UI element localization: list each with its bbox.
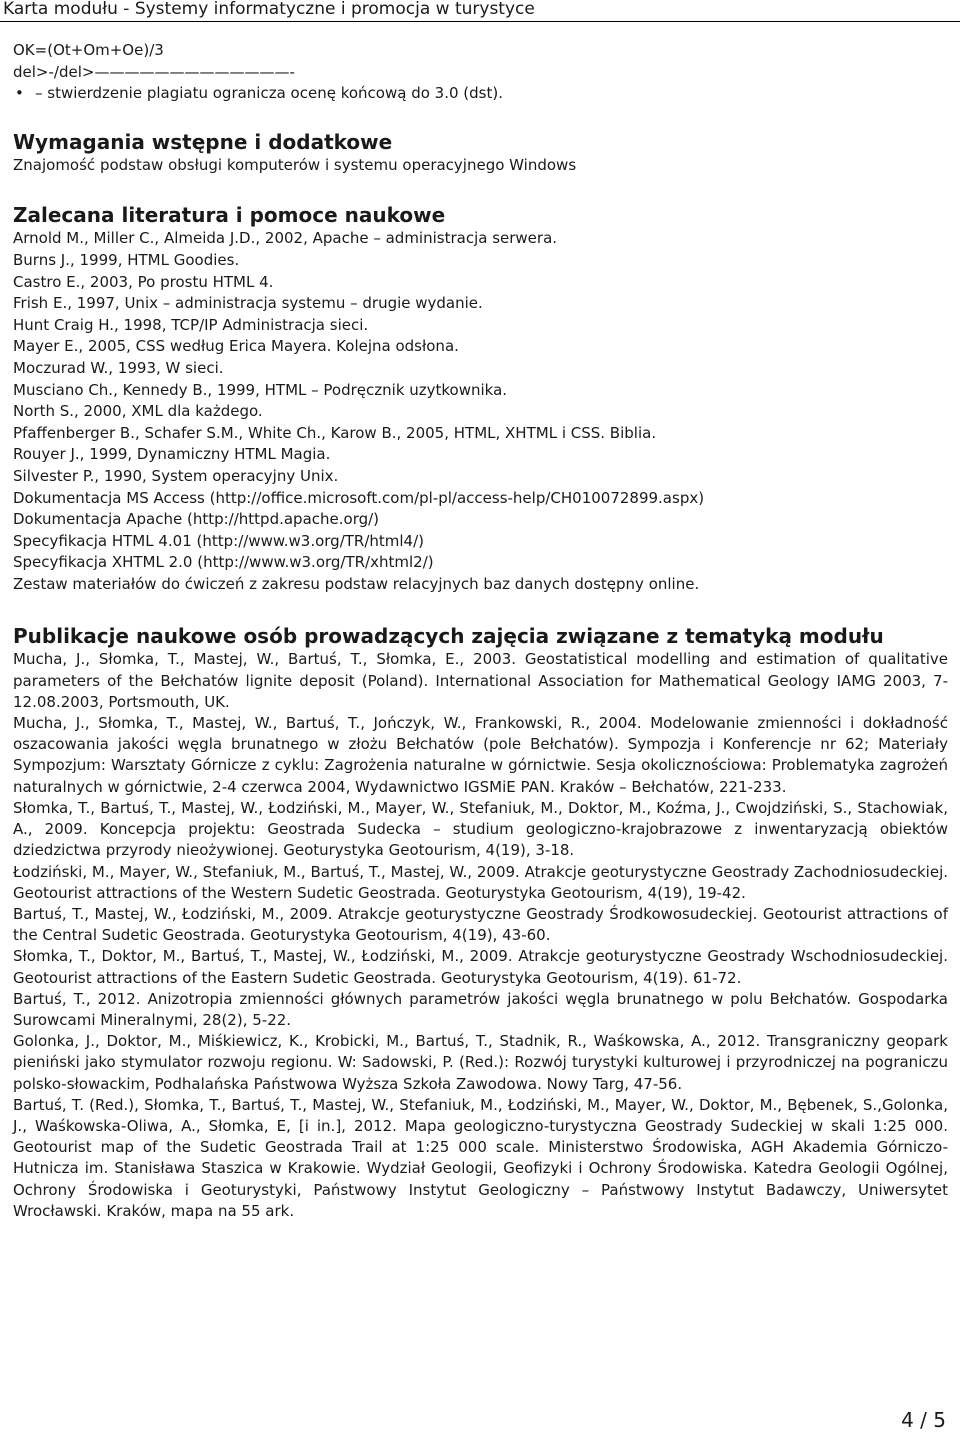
plagiarism-text: – stwierdzenie plagiatu ogranicza ocenę końcową do 3.0 (dst). [35, 84, 503, 103]
publication-item: Bartuś, T., Mastej, W., Łodziński, M., 2009. Atrakcje geoturystyczne Geostrady Środkowosudeckiej. Geotourist attractions of the Central Sudetic Geostrada. Geoturystyka Geotourism, 4(19), 43-60. [13, 904, 948, 945]
publication-item: Słomka, T., Bartuś, T., Mastej, W., Łodziński, M., Mayer, W., Stefaniuk, M., Doktor, M., Koźma, J., Cwojdziński, S., Stachowiak, A., 2009. Koncepcja projektu: Geostrada Sudecka – studium geologiczno-krajobrazowe z inwentaryzacją obiektów dziedzictwa przyrody nieożywionej. Geoturystyka Geotourism, 4(19), 3-18. [13, 798, 948, 860]
literature-item: Zestaw materiałów do ćwiczeń z zakresu podstaw relacyjnych baz danych dostępny online. [13, 574, 700, 593]
literature-item: Castro E., 2003, Po prostu HTML 4. [13, 272, 274, 291]
literature-heading: Zalecana literatura i pomoce naukowe [13, 203, 446, 228]
publication-item: Słomka, T., Doktor, M., Bartuś, T., Mastej, W., Łodziński, M., 2009. Atrakcje geoturystyczne Geostrady Wschodniosudeckiej. Geotourist attractions of the Eastern Sudetic Geostrada. Geoturystyka Geotourism, 4(19). 61-72. [13, 947, 948, 987]
publication-item: Bartuś, T. (Red.), Słomka, T., Bartuś, T., Mastej, W., Stefaniuk, M., Łodziński, M., Mayer, W., Doktor, M., Bębenek, S.,Golonka, J., Waśkowska-Oliwa, A., Słomka, E, [i in.], 2012. Mapa geologiczno-turystyczna Geostrady Sudeckiej w skali 1:25 000. Geotourist map of the Sudetic Geostrada Trail at 1:25 000 scale. Ministerstwo Środowiska, AGH Akademia Górniczo-Hutnicza im. Stanisława Staszica w Krakowie. Wydział Geologii, Geofizyki i Ochrony Środowiska. Katedra Geologii Ogólnej, Ochrony Środowiska i Geoturystyki, Państwowy Instytut Geologiczny – Państwowy Instytut Badawczy, Uniwersytet Wrocławski. Kraków, mapa na 55 ark. [13, 1095, 948, 1220]
document-title: Karta modułu - Systemy informatyczne i promocja w turystyce [3, 0, 535, 19]
publication-item: Bartuś, T., 2012. Anizotropia zmienności głównych parametrów jakości węgla brunatnego w polu Bełchatów. Gospodarka Surowcami Mineralnymi, 28(2), 5-22. [13, 989, 948, 1029]
grade-formula: OK=(Ot+Om+Oe)/3 [13, 41, 164, 59]
requirements-heading: Wymagania wstępne i dodatkowe [13, 129, 393, 154]
publication-item: Łodziński, M., Mayer, W., Stefaniuk, M., Bartuś, T., Mastej, W., 2009. Atrakcje geoturystyczne Geostrady Zachodniosudeckiej. Geotourist attractions of the Western Sudetic Geostrada. Geoturystyka Geotourism, 4(19), 19-42. [13, 862, 948, 902]
publications-heading: Publikacje naukowe osób prowadzących zajęcia związane z tematyką modułu [13, 624, 884, 649]
requirements-text: Znajomość podstaw obsługi komputerów i systemu operacyjnego Windows [13, 155, 577, 174]
literature-item: Hunt Craig H., 1998, TCP/IP Administracja sieci. [13, 315, 369, 334]
literature-list [13, 228, 948, 595]
document-body [13, 40, 948, 1222]
literature-link: Specyfikacja XHTML 2.0 (http://www.w3.org/TR/xhtml2/) [13, 553, 434, 572]
publication-item: Mucha, J., Słomka, T., Mastej, W., Bartuś, T., Słomka, E., 2003. Geostatistical modelling and estimation of qualitative parameters of the Bełchatów lignite deposit (Poland). International Association for Mathematical Geology IAMG 2003, 7-12.08.2003, Portsmouth, UK. [13, 650, 948, 711]
literature-item: Frish E., 1997, Unix – administracja systemu – drugie wydanie. [13, 294, 483, 313]
literature-item: Moczurad W., 1993, W sieci. [13, 358, 224, 377]
page-number: 4 / 5 [901, 1408, 946, 1432]
literature-item: Arnold M., Miller C., Almeida J.D., 2002, Apache – administracja serwera. [13, 229, 558, 248]
literature-item: Mayer E., 2005, CSS według Erica Mayera. Kolejna odsłona. [13, 337, 459, 356]
literature-link: Dokumentacja MS Access (http://office.microsoft.com/pl-pl/access-help/CH010072899.aspx) [13, 488, 705, 507]
plagiarism-bullet [13, 83, 948, 105]
publication-item: Mucha, J., Słomka, T., Mastej, W., Bartuś, T., Jończyk, W., Frankowski, R., 2004. Modelowanie zmienności i dokładność oszacowania jakości węgla brunatnego w złożu Bełchatów (pole Bełchatów). Sympozja i Konferencje nr 62; Materiały Sympozjum: Warsztaty Górnicze z cyklu: Zagrożenia naturalne w górnictwie. Sesja okolicznościowa: Problematyka zagrożeń naturalnych w górnictwie, 2-4 czerwca 2004, Wydawnictwo IGSMiE PAN. Kraków – Bełchatów, 221-233. [13, 714, 948, 796]
literature-item: Silvester P., 1990, System operacyjny Unix. [13, 466, 339, 485]
literature-item: Pfaffenberger B., Schafer S.M., White Ch., Karow B., 2005, HTML, XHTML i CSS. Biblia. [13, 423, 657, 442]
literature-item: Rouyer J., 1999, Dynamiczny HTML Magia. [13, 445, 331, 464]
literature-link: Dokumentacja Apache (http://httpd.apache.org/) [13, 510, 380, 529]
header-divider [0, 21, 960, 22]
literature-item: Burns J., 1999, HTML Goodies. [13, 250, 240, 269]
publication-item: Golonka, J., Doktor, M., Miśkiewicz, K., Krobicki, M., Bartuś, T., Stadnik, R., Waśkowska, A., 2012. Transgraniczny geopark pieniński jako stymulator rozwoju regionu. W: Sadowski, P. (Red.): Rozwój turystyki kulturowej i przyrodniczej na pograniczu polsko-słowackim, Podhalańska Państwowa Wyższa Szkoła Zawodowa. Nowy Targ, 47-56. [13, 1032, 948, 1093]
literature-item: Musciano Ch., Kennedy B., 1999, HTML – Podręcznik uzytkownika. [13, 380, 508, 399]
literature-item: North S., 2000, XML dla każdego. [13, 402, 263, 421]
page-header [0, 0, 960, 22]
del-line: del>-/del>—————————————- [13, 62, 295, 81]
bullet-icon: • [15, 84, 24, 103]
literature-link: Specyfikacja HTML 4.01 (http://www.w3.org/TR/html4/) [13, 531, 424, 550]
publications-list [13, 649, 948, 1221]
